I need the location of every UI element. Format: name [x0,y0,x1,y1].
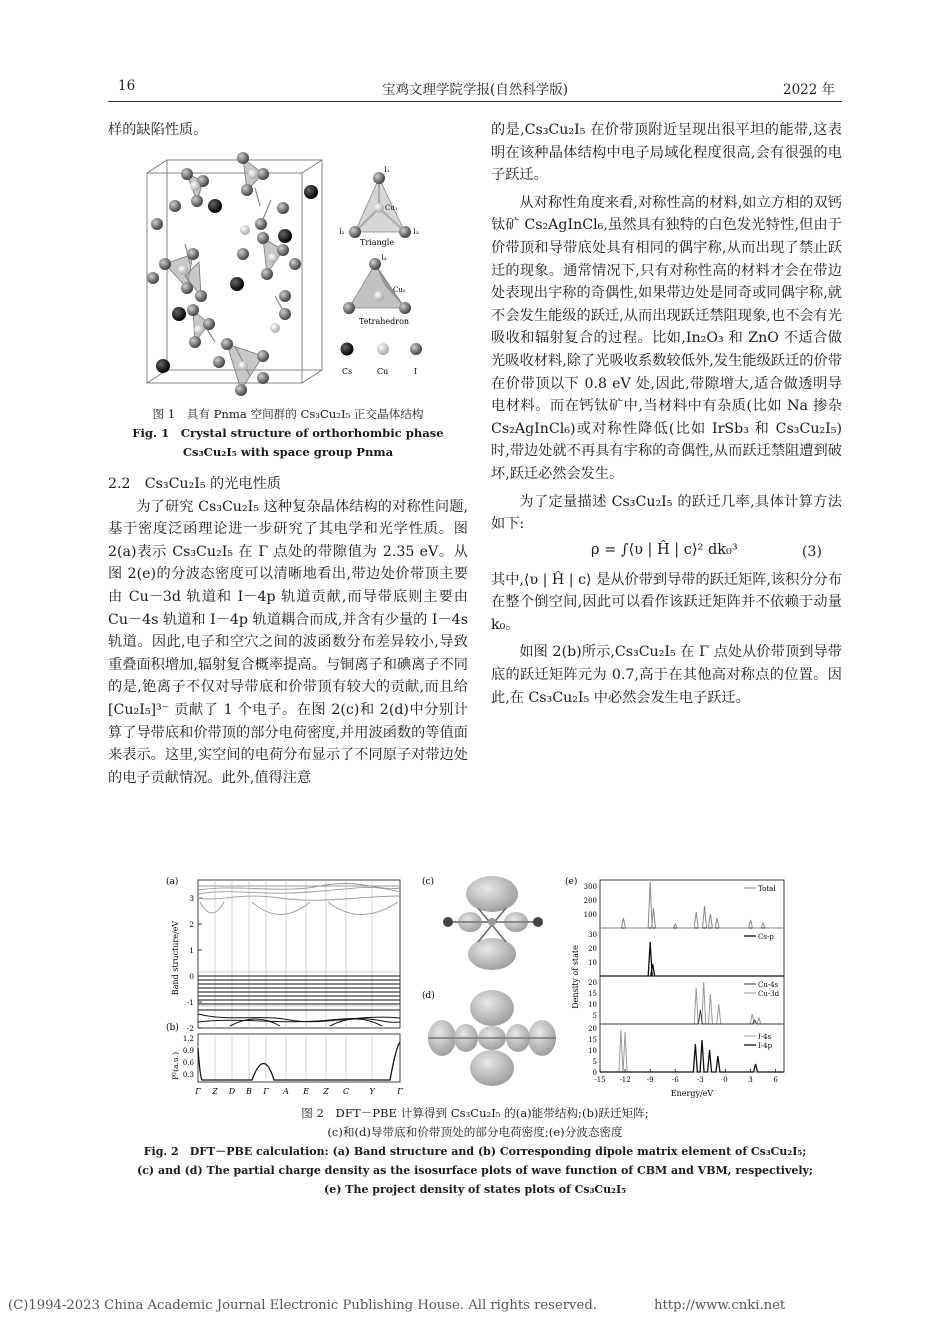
left-column-text [108,473,468,789]
kpath-label: A [283,1087,289,1096]
kpath-label: Γ [263,1087,269,1096]
label-triangle: Triangle [360,238,395,247]
right-para-1: 从对称性角度来看,对称性高的材料,如立方相的双钙钛矿 Cs₂AgInCl₆,虽然具有独特的白色发光特性,但由于价带顶和导带底处具有相同的偶宇称,从而出现了禁止跃迁的现象。通常情况下,只有对称性高的材料才会在带边处表现出宇称的奇偶性,如果带边处是同奇或同偶宇称,就不会发生能级的跃迁,从而出现跃迁禁阻现象,也不会有光吸收和辐射复合的过程。比如,In₂O₃ 和 ZnO 不适合做光吸收材料,除了光吸收系数较低外,发生能级跃迁的价带在价带顶以下 0.8 eV 处,因此,带隙增大,适合做透明导电材料。而在钙钛矿中,当材料中有杂质(比如 Na 掺杂 Cs₂AgInCl₆)或对称性降低(比如 IrSb₃ 和 Cs₃Cu₂I₅)时,带边处就不再具有宇称的奇偶性,从而跃迁禁阻遭到破坏,跃迁必然会发生。 [491,194,842,482]
kpath-label: Y [369,1087,375,1096]
dos-ytick-label: 10 [588,959,597,967]
panel-b-label: (b) [166,1023,179,1033]
dos-cs-p-curve [600,942,784,976]
dos-ytick-label: 5 [592,1058,597,1066]
dos-xtick-label: -6 [671,1076,679,1084]
band-ytick-label: 0 [189,972,194,981]
figure-2 [160,872,800,1104]
legend-cs-p: Cs-p [758,933,774,941]
panel-e-label: (e) [565,877,578,887]
dos-ylabel: Density of state [571,945,580,1009]
dos-xtick-label: 0 [723,1076,728,1084]
cnki-link[interactable]: http://www.cnki.net [654,1298,786,1313]
panel-d-label: (d) [422,991,435,1001]
pdos-panel [565,876,784,1098]
fig1-caption-en-2: Cs₃Cu₂I₅ with space group Pnma [182,445,394,459]
p2-ytick-label: 0.3 [182,1071,194,1079]
kpath-label: E [303,1087,309,1096]
header-rule [108,101,842,102]
band-ytick-label: -1 [186,998,194,1007]
p2-curve [198,1042,400,1080]
fig2-caption-en-2: (c) and (d) The partial charge density as the isosurface plots of wave function of CBM and VBM, respectively; [137,1164,813,1177]
tetrahedron-inset [343,254,411,326]
triangle-inset [339,166,419,247]
label-cu2: Cu₂ [393,286,406,294]
equation-body: ρ = ∫⟨υ | Ĥ | c⟩² dk₀³ [591,541,738,558]
band-ytick-label: 2 [189,920,194,929]
panel-c-label: (c) [422,877,435,887]
legend-i: I [414,367,418,376]
atom-legend [341,343,423,377]
fig2-caption-en-3: (e) The project density of states plots of Cs₃Cu₂I₅ [324,1183,626,1196]
crystal-structure-diagram [135,146,445,404]
dos-ytick-label: 30 [588,931,597,939]
figure-2-caption [108,1104,842,1199]
label-i2: I₂ [339,228,345,236]
label-i3: I₃ [413,228,419,236]
right-para-3: 其中,⟨υ | Ĥ | c⟩ 是从价带到导带的跃迁矩阵,该积分分布在整个倒空间,因此可以看作该跃迁矩阵并不依赖于动量 k₀。 [491,571,842,633]
fig1-caption-cn: 图 1 具有 Pnma 空间群的 Cs₃Cu₂I₅ 正交晶体结构 [152,407,424,421]
legend-i-4s: I-4s [758,1033,772,1041]
legend-i-4p: I-4p [758,1042,773,1050]
deep-bands [198,972,400,1006]
section-heading: 2.2 Cs₃Cu₂I₅ 的光电性质 [108,476,281,492]
dos-cu-3d-curve [600,982,784,1024]
fig2-caption-cn-1: 图 2 DFT－PBE 计算得到 Cs₃Cu₂I₅ 的(a)能带结构;(b)跃迁矩阵; [301,1106,649,1120]
dos-xtick-label: -12 [619,1076,631,1084]
dos-xlabel: Energy/eV [670,1089,714,1098]
kpath-label: Γ [195,1087,201,1096]
figure-2-panels [160,872,800,1104]
dos-ytick-label: 5 [592,1012,597,1020]
panel-a-label: (a) [166,877,179,887]
figure-1 [135,146,445,404]
dos-xtick-label: -3 [696,1076,704,1084]
right-para-2: 为了定量描述 Cs₃Cu₂I₅ 的跃迁几率,具体计算方法如下: [491,493,842,533]
legend-cu: Cu [377,367,389,376]
dos-xtick-label: 6 [773,1076,778,1084]
dos-ytick-label: 20 [588,945,597,953]
vbm-isosurface [428,990,556,1086]
fig2-caption-en-1: Fig. 2 DFT－PBE calculation: (a) Band structure and (b) Corresponding dipole matrix element of Cs₃Cu₂I₅; [143,1145,807,1158]
p2-ytick-label: 0.9 [182,1047,194,1055]
band-structure-panel [166,876,403,1096]
kpath-label: Z [212,1087,218,1096]
year: 2022 年 [783,82,836,98]
cbm-isosurface [443,876,543,970]
dos-i-4p-curve [600,1040,784,1072]
copyright: (C)1994-2023 China Academic Journal Electronic Publishing House. All rights reserved. [8,1298,597,1313]
dos-ytick-label: 20 [588,979,597,987]
band-yticks [187,894,202,1033]
fig2-caption-cn-2: (c)和(d)导带底和价带顶处的部分电荷密度;(e)分波态密度 [327,1125,623,1139]
dos-ytick-label: 300 [583,883,597,891]
figure-1-caption [108,405,468,462]
legend-cs: Cs [342,367,353,376]
legend-total: Total [758,885,776,893]
equation-number: (3) [801,543,822,560]
conduction-bands [198,883,400,914]
dos-legends [744,885,780,1050]
journal-title: 宝鸡文理学院学报(自然科学版) [381,82,569,98]
dos-ytick-label: 15 [588,990,597,998]
dos-subplot-frame [600,880,784,928]
atoms-i [147,152,301,396]
legend-cu-4s: Cu-4s [758,981,779,989]
page-number: 16 [118,78,136,94]
equation-3 [491,539,842,567]
dos-ytick-label: 0 [592,1069,597,1077]
p2-kpoint-lines [215,1034,372,1082]
p2-ylabel: P²(a.u.) [171,1052,180,1080]
dos-xtick-label: 3 [748,1076,753,1084]
dos-ytick-label: 10 [588,1001,597,1009]
label-i1: I₁ [384,166,390,174]
p2-ytick-label: 0.6 [182,1059,194,1067]
dos-subplot-frame [600,976,784,1024]
left-intro: 样的缺陷性质。 [108,122,208,138]
kpath-labels [194,1087,403,1096]
dos-ytick-label: 100 [583,911,597,919]
fig1-caption-en-1: Fig. 1 Crystal structure of orthorhombic phase [132,426,444,440]
dos-ytick-label: 15 [588,1036,597,1044]
dos-ytick-label: 200 [583,897,597,905]
right-column-text [491,119,842,709]
dos-curves [600,882,784,1072]
dos-subplot-frame [600,928,784,976]
right-para-4: 如图 2(b)所示,Cs₃Cu₂I₅ 在 Γ 点处从价带顶到导带底的跃迁矩阵元为 0.7,高于在其他高对称点的位置。因此,在 Cs₃Cu₂I₅ 中必然会发生电子跃迁。 [491,644,842,706]
p2-ytick-label: 1.2 [182,1035,194,1043]
p2-yticks [183,1035,195,1079]
label-cu1: Cu₁ [385,204,398,212]
right-para-0: 的是,Cs₃Cu₂I₅ 在价带顶附近呈现出很平坦的能带,这表明在该种晶体结构中电子局域化程度很高,会有很强的电子跃迁。 [491,122,842,184]
label-tetrahedron: Tetrahedron [359,317,410,326]
kpath-label: D [228,1087,236,1096]
left-para-1: 为了研究 Cs₃Cu₂I₅ 这种复杂晶体结构的对称性问题,基于密度泛函理论进一步研究了其电学和光学性质。图 2(a)表示 Cs₃Cu₂I₅ 在 Γ 点处的带隙值为 2.35 eV。从图 2(e)的分波态密度可以清晰地看出,带边处价带顶主要由 Cu－3d 轨道和 I－4p 轨道贡献,而导带底则主要由 Cu－4s 轨道和 I－4p 轨道耦合而成,并含有少量的 I－4s 轨道。因此,电子和空穴之间的波函数分布差异较小,导致重叠面积增加,辐射复合概率提高。与铜离子和碘离子不同的是,铯离子不仅对导带底和价带顶有较大的贡献,而且给[Cu₂I₅]³⁻ 贡献了 1 个电子。在图 2(c)和 2(d)中分别计算了导带底和价带顶的部分电荷密度,并用波函数的等值面来表示。这里,实空间的电荷分布显示了不同原子对带边处的电子贡献情况。此外,值得注意 [108,498,468,786]
charge-density-panels [422,876,556,1086]
dos-total-curve [600,882,784,928]
valence-bands [198,976,400,1026]
kpath-label: B [246,1087,252,1096]
kpath-label: C [342,1087,350,1096]
dos-ytick-label: 20 [588,1025,597,1033]
dos-xtick-label: -9 [646,1076,654,1084]
dos-xtick-label: -15 [594,1076,606,1084]
legend-cu-3d: Cu-3d [758,990,780,998]
band-ylabel: Band structure/eV [171,920,180,996]
dos-ytick-label: 10 [588,1047,597,1055]
band-ytick-label: 1 [189,946,194,955]
dos-cu-4s-curve [600,1010,784,1024]
kpath-label: Z [323,1087,329,1096]
band-ytick-label: -2 [186,1024,194,1033]
band-ytick-label: 3 [189,894,194,903]
label-i4: I₄ [381,254,387,262]
kpath-label: Γ [397,1087,403,1096]
